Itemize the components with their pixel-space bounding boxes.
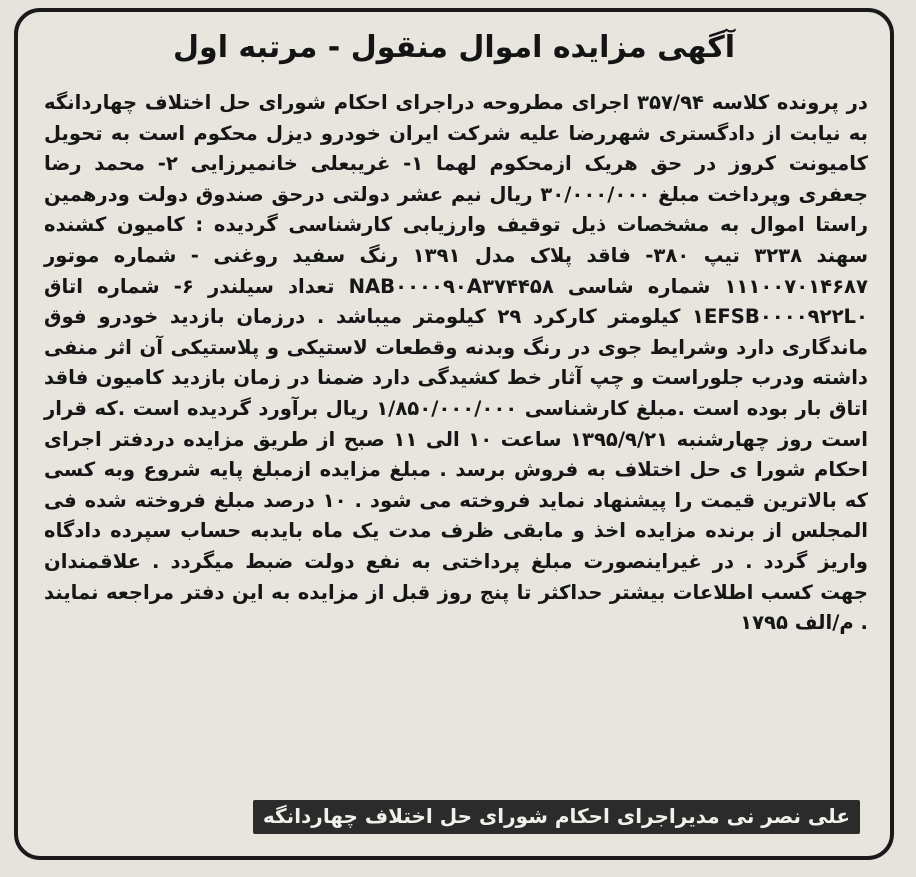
- notice-body: در پرونده کلاسه ۳۵۷/۹۴ اجرای مطروحه دراجرای احکام شورای حل اختلاف چهاردانگه به نیابت از دادگستری شهررضا علیه شرکت ایران خودرو دیزل محکوم است به تحویل کامیونت کروز در حق هریک ازمحکوم لهما ۱- غریبعلی خانمیرزایی ۲- محمد رضا جعفری وپرداخت مبلغ ۳۰/۰۰۰/۰۰۰ ریال نیم عشر دولتی درحق صندوق دولت ودرهمین راستا اموال به مشخصات ذیل توقیف وارزیابی کارشناسی گردیده : کامیون کشنده سهند ۳۲۳۸ تیپ ۳۸۰- فاقد پلاک مدل ۱۳۹۱ رنگ سفید روغنی - شماره موتور ۱۱۱۰۰۷۰۱۴۶۸۷ شماره شاسی NAB۰۰۰۰۹۰A۳۷۴۴۵۸ تعداد سیلندر ۶- شماره اتاق ۱EFSB۰۰۰۰۹۲۲L۰ کیلومتر کارکرد ۲۹ کیلومتر میباشد . درزمان بازدید خودرو فوق ماندگاری دارد وشرایط جوی در رنگ وبدنه وقطعات لاستیکی و پلاستیکی آن اثر منفی داشته ودرب جلوراست و چپ آثار خط کشیدگی دارد ضمنا در زمان بازدید کامیون فاقد اتاق بار بوده است .مبلغ کارشناسی ۱/۸۵۰/۰۰۰/۰۰۰ ریال برآورد گردیده است .که قرار است روز چهارشنبه ۱۳۹۵/۹/۲۱ ساعت ۱۰ الی ۱۱ صبح از طریق مزایده دردفتر اجرای احکام شورا ی حل اختلاف به فروش برسد . مبلغ مزایده ازمبلغ پایه شروع وبه کسی که بالاترین قیمت را پیشنهاد نماید فروخته می شود . ۱۰ درصد مبلغ فروخته شده فی المجلس از برنده مزایده اخذ و مابقی ظرف مدت یک ماه بایدبه حساب سپرده دادگاه واریز گردد . در غیراینصورت مبلغ پرداختی به نفع دولت ضبط میگردد . علاقمندان جهت کسب اطلاعات بیشتر حداکثر تا پنج روز قبل از مزایده به این دفتر مراجعه نمایند . م/الف ۱۷۹۵: [44, 91, 869, 635]
- notice-frame: [14, 8, 894, 860]
- notice-signature: علی نصر نی مدیراجرای احکام شورای حل اختلاف چهاردانگه: [253, 800, 860, 834]
- notice-title: آگهی مزایده اموال منقول - مرتبه اول: [173, 30, 735, 65]
